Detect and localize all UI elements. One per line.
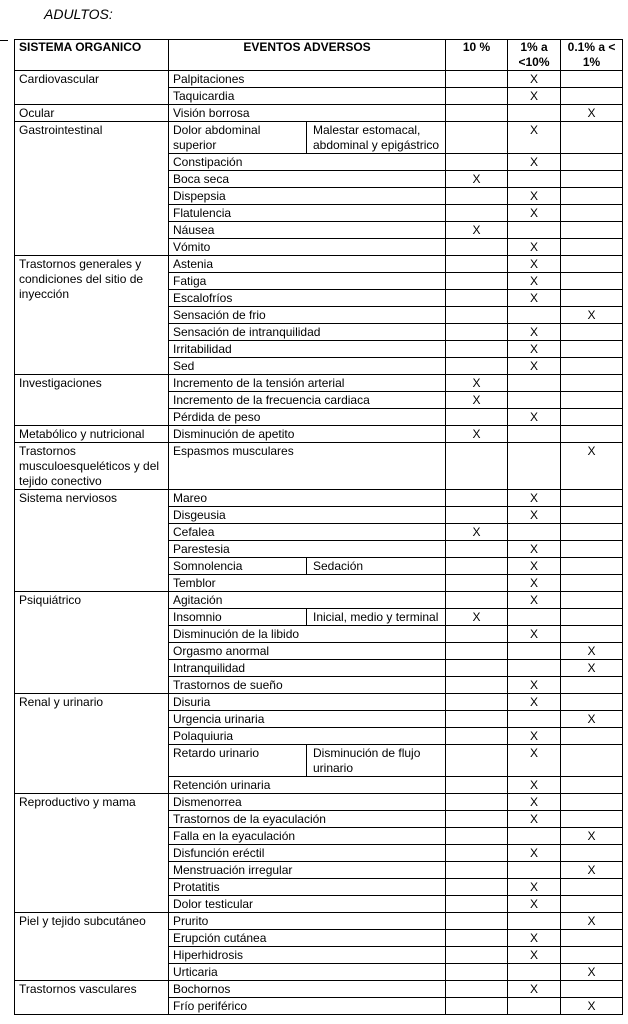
frequency-cell [508, 524, 561, 541]
frequency-cell [446, 660, 508, 677]
header-system: SISTEMA ORGANICO [15, 40, 169, 71]
system-cell: Sistema nerviosos [15, 490, 169, 592]
system-cell: Trastornos vasculares [15, 981, 169, 1015]
header-freq-10: 10 % [446, 40, 508, 71]
event-cell [169, 745, 446, 777]
event-cell [169, 609, 446, 626]
frequency-cell: X [508, 409, 561, 426]
event-cell: Fatiga [169, 273, 446, 290]
table-row [15, 794, 623, 811]
frequency-cell [446, 558, 508, 575]
frequency-cell: X [446, 222, 508, 239]
frequency-cell [446, 256, 508, 273]
frequency-cell [561, 71, 623, 88]
margin-tick [0, 40, 8, 41]
frequency-cell [561, 677, 623, 694]
frequency-cell [508, 711, 561, 728]
event-cell [169, 558, 446, 575]
event-cell: Incremento de la frecuencia cardiaca [169, 392, 446, 409]
page-heading: ADULTOS: [44, 6, 113, 22]
event-cell: Urgencia urinaria [169, 711, 446, 728]
frequency-cell: X [508, 930, 561, 947]
frequency-cell [508, 426, 561, 443]
event-cell: Boca seca [169, 171, 446, 188]
system-cell: Trastornos generales y condiciones del sitio de inyección [15, 256, 169, 375]
table-row [15, 490, 623, 507]
event-detail: Inicial, medio y terminal [313, 610, 439, 624]
frequency-cell [561, 947, 623, 964]
frequency-cell: X [508, 947, 561, 964]
frequency-cell [561, 507, 623, 524]
system-cell: Metabólico y nutricional [15, 426, 169, 443]
frequency-cell [508, 307, 561, 324]
frequency-cell [446, 811, 508, 828]
frequency-cell [446, 694, 508, 711]
frequency-cell [508, 375, 561, 392]
frequency-cell [446, 711, 508, 728]
frequency-cell [561, 558, 623, 575]
frequency-cell [561, 896, 623, 913]
frequency-cell: X [508, 626, 561, 643]
frequency-cell [446, 88, 508, 105]
event-cell: Polaquiuria [169, 728, 446, 745]
frequency-cell [561, 811, 623, 828]
frequency-cell: X [508, 122, 561, 154]
event-cell: Irritabilidad [169, 341, 446, 358]
system-cell: Renal y urinario [15, 694, 169, 794]
table-row [15, 592, 623, 609]
frequency-cell: X [508, 745, 561, 777]
frequency-cell: X [446, 392, 508, 409]
frequency-cell: X [508, 154, 561, 171]
frequency-cell [446, 205, 508, 222]
event-cell: Temblor [169, 575, 446, 592]
frequency-cell [508, 171, 561, 188]
frequency-cell: X [508, 575, 561, 592]
frequency-cell: X [508, 88, 561, 105]
event-cell: Palpitaciones [169, 71, 446, 88]
event-cell: Retención urinaria [169, 777, 446, 794]
frequency-cell [508, 443, 561, 490]
frequency-cell: X [561, 660, 623, 677]
frequency-cell [561, 222, 623, 239]
event-cell: Falla en la eyaculación [169, 828, 446, 845]
frequency-cell: X [508, 324, 561, 341]
frequency-cell [446, 777, 508, 794]
frequency-cell [446, 592, 508, 609]
frequency-cell [561, 171, 623, 188]
frequency-cell: X [561, 964, 623, 981]
frequency-cell: X [561, 105, 623, 122]
frequency-cell: X [561, 307, 623, 324]
event-cell: Dismenorrea [169, 794, 446, 811]
frequency-cell: X [508, 981, 561, 998]
frequency-cell: X [508, 188, 561, 205]
event-cell: Intranquilidad [169, 660, 446, 677]
frequency-cell: X [508, 879, 561, 896]
frequency-cell [446, 828, 508, 845]
table-row [15, 426, 623, 443]
frequency-cell: X [508, 558, 561, 575]
event-name: Retardo urinario [169, 745, 307, 776]
event-cell [169, 122, 446, 154]
frequency-cell [561, 930, 623, 947]
event-cell: Pérdida de peso [169, 409, 446, 426]
system-cell: Investigaciones [15, 375, 169, 426]
event-detail: Disminución de flujo urinario [313, 746, 421, 775]
frequency-cell [561, 626, 623, 643]
frequency-cell: X [508, 358, 561, 375]
frequency-cell [446, 879, 508, 896]
event-name: Dolor abdominal superior [169, 122, 307, 153]
frequency-cell [446, 273, 508, 290]
event-cell: Urticaria [169, 964, 446, 981]
frequency-cell [561, 256, 623, 273]
frequency-cell: X [561, 443, 623, 490]
frequency-cell [561, 205, 623, 222]
frequency-cell: X [508, 896, 561, 913]
frequency-cell: X [561, 913, 623, 930]
frequency-cell: X [508, 794, 561, 811]
frequency-cell [446, 964, 508, 981]
frequency-cell [446, 490, 508, 507]
frequency-cell [508, 913, 561, 930]
frequency-cell [446, 728, 508, 745]
frequency-cell: X [561, 998, 623, 1015]
table-row [15, 256, 623, 273]
frequency-cell: X [508, 205, 561, 222]
frequency-cell [561, 239, 623, 256]
frequency-cell [508, 998, 561, 1015]
system-cell: Trastornos musculoesqueléticos y del tejido conectivo [15, 443, 169, 490]
frequency-cell [446, 677, 508, 694]
frequency-cell [446, 913, 508, 930]
system-cell: Reproductivo y mama [15, 794, 169, 913]
frequency-cell [446, 324, 508, 341]
event-cell: Menstruación irregular [169, 862, 446, 879]
frequency-cell [446, 71, 508, 88]
frequency-cell [561, 392, 623, 409]
header-freq-1-10: 1% a <10% [508, 40, 561, 71]
header-row [15, 40, 623, 71]
frequency-cell: X [508, 845, 561, 862]
header-event: EVENTOS ADVERSOS [169, 40, 446, 71]
frequency-cell: X [561, 828, 623, 845]
event-cell: Visión borrosa [169, 105, 446, 122]
event-cell: Hiperhidrosis [169, 947, 446, 964]
frequency-cell [508, 609, 561, 626]
frequency-cell [446, 122, 508, 154]
frequency-cell [561, 409, 623, 426]
frequency-cell: X [446, 426, 508, 443]
frequency-cell [446, 239, 508, 256]
frequency-cell [508, 392, 561, 409]
frequency-cell [561, 341, 623, 358]
frequency-cell [446, 626, 508, 643]
frequency-cell [561, 694, 623, 711]
frequency-cell [446, 643, 508, 660]
event-name: Insomnio [169, 609, 307, 625]
frequency-cell: X [508, 490, 561, 507]
event-cell: Dolor testicular [169, 896, 446, 913]
event-cell: Escalofríos [169, 290, 446, 307]
frequency-cell [446, 341, 508, 358]
event-cell: Bochornos [169, 981, 446, 998]
frequency-cell [446, 358, 508, 375]
table-row [15, 375, 623, 392]
event-cell: Constipación [169, 154, 446, 171]
event-cell: Trastornos de sueño [169, 677, 446, 694]
frequency-cell [561, 490, 623, 507]
frequency-cell: X [508, 290, 561, 307]
frequency-cell [561, 981, 623, 998]
frequency-cell [561, 154, 623, 171]
frequency-cell: X [508, 592, 561, 609]
event-cell: Náusea [169, 222, 446, 239]
frequency-cell [446, 845, 508, 862]
frequency-cell: X [508, 256, 561, 273]
event-cell: Disuria [169, 694, 446, 711]
table-row [15, 105, 623, 122]
frequency-cell: X [508, 777, 561, 794]
table-row [15, 71, 623, 88]
frequency-cell [508, 828, 561, 845]
event-cell: Disgeusia [169, 507, 446, 524]
frequency-cell [508, 964, 561, 981]
event-cell: Orgasmo anormal [169, 643, 446, 660]
event-cell: Sed [169, 358, 446, 375]
system-cell: Psiquiátrico [15, 592, 169, 694]
frequency-cell: X [508, 728, 561, 745]
frequency-cell [446, 930, 508, 947]
frequency-cell: X [508, 273, 561, 290]
frequency-cell [561, 777, 623, 794]
event-cell: Flatulencia [169, 205, 446, 222]
frequency-cell [561, 188, 623, 205]
frequency-cell [446, 307, 508, 324]
system-cell: Cardiovascular [15, 71, 169, 105]
event-cell: Trastornos de la eyaculación [169, 811, 446, 828]
frequency-cell [446, 154, 508, 171]
table-row [15, 443, 623, 490]
frequency-cell [446, 896, 508, 913]
event-cell: Frío periférico [169, 998, 446, 1015]
frequency-cell [561, 290, 623, 307]
frequency-cell [561, 426, 623, 443]
frequency-cell: X [561, 711, 623, 728]
frequency-cell [508, 660, 561, 677]
table-row [15, 122, 623, 154]
frequency-cell [508, 222, 561, 239]
event-cell: Cefalea [169, 524, 446, 541]
frequency-cell [446, 947, 508, 964]
frequency-cell: X [508, 507, 561, 524]
frequency-cell [561, 609, 623, 626]
frequency-cell [446, 998, 508, 1015]
header-freq-01-1: 0.1% a < 1% [561, 40, 623, 71]
event-cell: Mareo [169, 490, 446, 507]
system-cell: Ocular [15, 105, 169, 122]
table-row [15, 913, 623, 930]
frequency-cell: X [446, 375, 508, 392]
event-cell: Disminución de apetito [169, 426, 446, 443]
frequency-cell [446, 105, 508, 122]
frequency-cell [446, 981, 508, 998]
frequency-cell: X [561, 643, 623, 660]
frequency-cell [561, 375, 623, 392]
event-cell: Protatitis [169, 879, 446, 896]
event-detail: Sedación [313, 559, 364, 573]
event-cell: Erupción cutánea [169, 930, 446, 947]
event-detail: Malestar estomacal, abdominal y epigástrico [313, 123, 440, 152]
frequency-cell [561, 122, 623, 154]
frequency-cell [446, 862, 508, 879]
frequency-cell: X [561, 862, 623, 879]
frequency-cell [561, 273, 623, 290]
frequency-cell: X [508, 239, 561, 256]
frequency-cell [508, 643, 561, 660]
frequency-cell [508, 862, 561, 879]
event-cell: Vómito [169, 239, 446, 256]
event-cell: Disfunción eréctil [169, 845, 446, 862]
frequency-cell [561, 358, 623, 375]
event-cell: Espasmos musculares [169, 443, 446, 490]
frequency-cell [561, 541, 623, 558]
frequency-cell: X [508, 811, 561, 828]
event-cell: Incremento de la tensión arterial [169, 375, 446, 392]
frequency-cell: X [446, 171, 508, 188]
frequency-cell [561, 324, 623, 341]
frequency-cell [446, 409, 508, 426]
system-cell: Gastrointestinal [15, 122, 169, 256]
event-cell: Taquicardia [169, 88, 446, 105]
frequency-cell: X [508, 677, 561, 694]
system-cell: Piel y tejido subcutáneo [15, 913, 169, 981]
frequency-cell [561, 879, 623, 896]
frequency-cell: X [508, 694, 561, 711]
frequency-cell [561, 794, 623, 811]
frequency-cell: X [508, 341, 561, 358]
frequency-cell [561, 88, 623, 105]
frequency-cell [446, 443, 508, 490]
event-cell: Agitación [169, 592, 446, 609]
frequency-cell: X [446, 609, 508, 626]
frequency-cell [561, 592, 623, 609]
frequency-cell: X [508, 71, 561, 88]
frequency-cell [446, 507, 508, 524]
event-cell: Sensación de frio [169, 307, 446, 324]
frequency-cell [446, 290, 508, 307]
event-cell: Sensación de intranquilidad [169, 324, 446, 341]
frequency-cell: X [508, 541, 561, 558]
adverse-events-table [14, 39, 623, 1015]
frequency-cell: X [446, 524, 508, 541]
table-row [15, 981, 623, 998]
frequency-cell [446, 794, 508, 811]
event-name: Somnolencia [169, 558, 307, 574]
event-cell: Parestesia [169, 541, 446, 558]
event-cell: Prurito [169, 913, 446, 930]
frequency-cell [561, 524, 623, 541]
frequency-cell [561, 745, 623, 777]
event-cell: Astenia [169, 256, 446, 273]
event-cell: Disminución de la libido [169, 626, 446, 643]
frequency-cell [561, 728, 623, 745]
frequency-cell [446, 541, 508, 558]
event-cell: Dispepsia [169, 188, 446, 205]
frequency-cell [561, 575, 623, 592]
table-row [15, 694, 623, 711]
frequency-cell [446, 745, 508, 777]
frequency-cell [446, 575, 508, 592]
frequency-cell [508, 105, 561, 122]
frequency-cell [561, 845, 623, 862]
frequency-cell [446, 188, 508, 205]
